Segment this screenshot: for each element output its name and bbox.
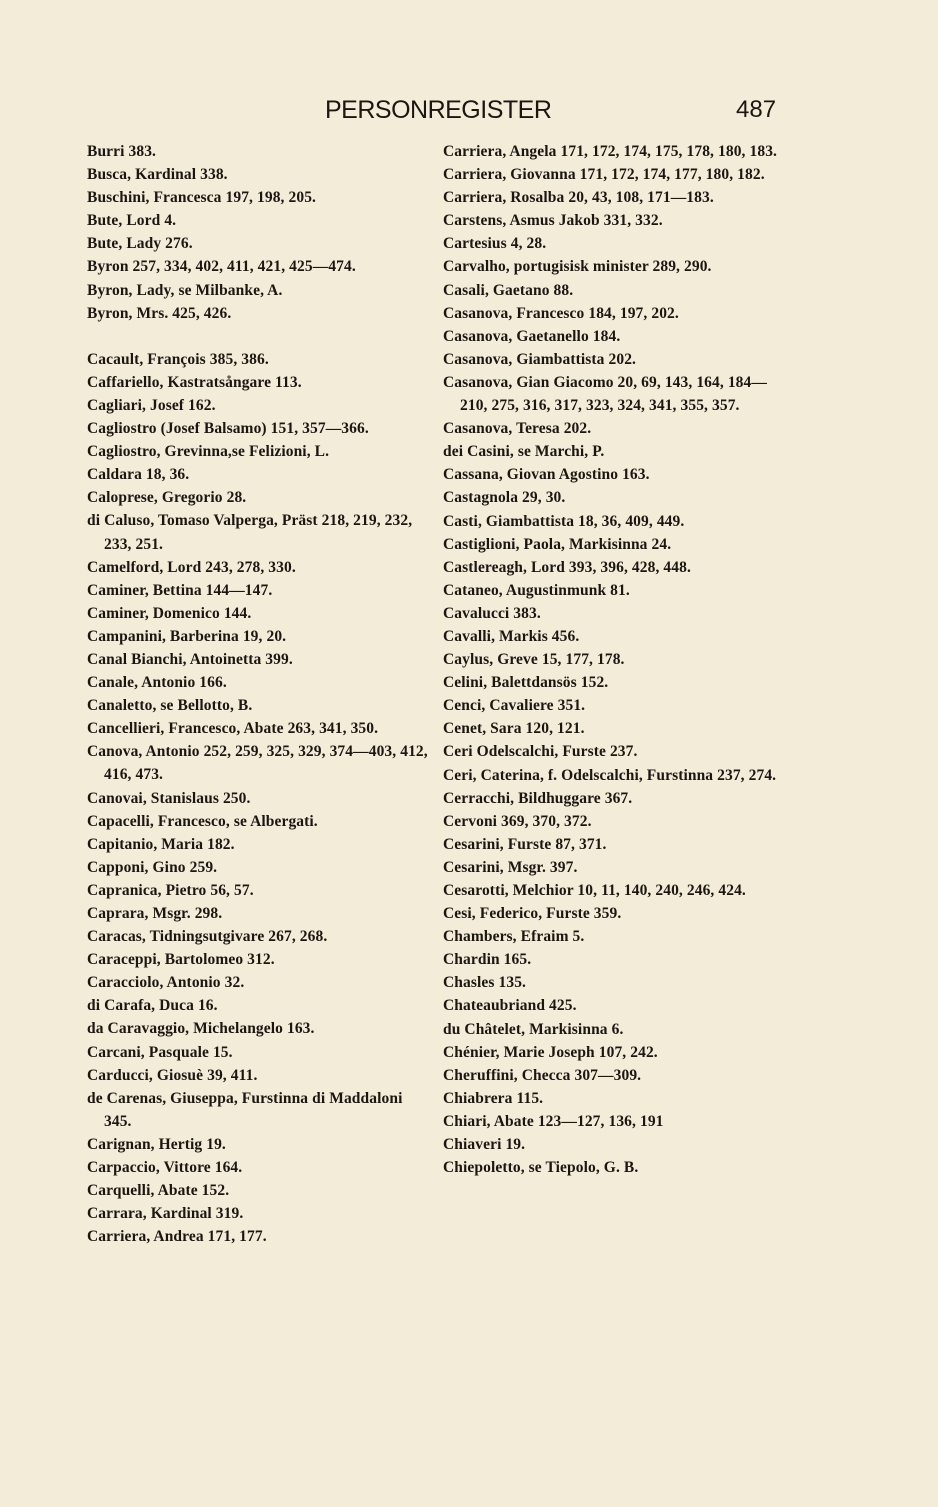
index-entry: Chambers, Efraim 5. <box>443 928 585 946</box>
index-entry: Cervoni 369, 370, 372. <box>443 812 592 830</box>
index-entry: Cesarini, Furste 87, 371. <box>443 835 607 853</box>
index-entry: Caylus, Greve 15, 177, 178. <box>443 651 625 669</box>
index-entry: Caraceppi, Bartolomeo 312. <box>87 951 275 969</box>
index-entry: Celini, Balettdansös 152. <box>443 674 609 692</box>
index-entry: Casali, Gaetano 88. <box>443 281 574 299</box>
page-number: 487 <box>736 96 777 123</box>
index-entry: Casanova, Teresa 202. <box>443 420 592 438</box>
index-entry: Caminer, Domenico 144. <box>87 604 252 622</box>
index-entry: Chiaveri 19. <box>443 1136 526 1154</box>
index-entry: Buschini, Francesca 197, 198, 205. <box>87 189 317 207</box>
index-entry: Canale, Antonio 166. <box>87 674 227 692</box>
index-entry: Cavalli, Markis 456. <box>443 627 580 645</box>
index-entry: Ceri, Caterina, f. Odelscalchi, Furstinna 237, 274. <box>443 766 777 784</box>
index-entry: Casanova, Giambattista 202. <box>443 350 637 368</box>
index-entry: Cataneo, Augustinmunk 81. <box>443 581 630 599</box>
index-entry: du Châtelet, Markisinna 6. <box>443 1020 624 1038</box>
index-entry: Canal Bianchi, Antoinetta 399. <box>87 650 293 668</box>
index-entry: Carriera, Rosalba 20, 43, 108, 171—183. <box>443 189 714 207</box>
index-entry: Carducci, Giosuè 39, 411. <box>87 1066 258 1084</box>
index-entry: Capitanio, Maria 182. <box>87 835 235 853</box>
index-column-right <box>443 140 788 1179</box>
index-entry: Byron 257, 334, 402, 411, 421, 425—474. <box>87 258 356 276</box>
index-entry: Carignan, Hertig 19. <box>87 1135 226 1153</box>
index-entry: Chasles 135. <box>443 974 527 992</box>
index-entry: Bute, Lady 276. <box>87 235 193 253</box>
index-entry: Caminer, Bettina 144—147. <box>87 581 273 599</box>
index-entry: Castagnola 29, 30. <box>443 489 566 507</box>
index-entry: Chateaubriand 425. <box>443 997 577 1015</box>
index-entry: Burri 383. <box>87 143 157 160</box>
index-entry: Byron, Mrs. 425, 426. <box>87 304 232 322</box>
index-entry: Carpaccio, Vittore 164. <box>87 1159 243 1177</box>
index-entry: Cavalucci 383. <box>443 604 541 622</box>
index-entry: Casti, Giambattista 18, 36, 409, 449. <box>443 512 685 530</box>
index-entry: Chiepoletto, se Tiepolo, G. B. <box>443 1159 639 1177</box>
index-entry: Cagliari, Josef 162. <box>87 396 216 414</box>
index-entry: de Carenas, Giuseppa, Furstinna di Maddaloni 345. <box>87 1089 403 1130</box>
index-entry: Caffariello, Kastratsångare 113. <box>87 373 302 391</box>
index-entry: Castiglioni, Paola, Markisinna 24. <box>443 535 672 553</box>
index-entry: Capponi, Gino 259. <box>87 858 218 876</box>
index-column-left <box>87 140 432 1248</box>
running-head <box>0 96 938 130</box>
index-entry: Cacault, François 385, 386. <box>87 350 269 368</box>
index-entry: Chiabrera 115. <box>443 1089 544 1107</box>
index-entry: Cerracchi, Bildhuggare 367. <box>443 789 633 807</box>
index-entry: Ceri Odelscalchi, Furste 237. <box>443 743 638 761</box>
index-entry: Caracciolo, Antonio 32. <box>87 974 245 992</box>
index-entry: Carcani, Pasquale 15. <box>87 1043 233 1061</box>
index-entry: Carrara, Kardinal 319. <box>87 1205 244 1223</box>
index-entry: di Carafa, Duca 16. <box>87 997 218 1015</box>
index-entry: Chardin 165. <box>443 951 532 969</box>
index-entry: Cancellieri, Francesco, Abate 263, 341, 350. <box>87 720 379 738</box>
index-entry: dei Casini, se Marchi, P. <box>443 443 605 461</box>
index-entry: Carriera, Angela 171, 172, 174, 175, 178, 180, 183. <box>443 143 778 160</box>
index-entry: Busca, Kardinal 338. <box>87 166 228 184</box>
index-entry: Canaletto, se Bellotto, B. <box>87 697 253 715</box>
index-entry: Casanova, Francesco 184, 197, 202. <box>443 304 679 322</box>
index-entry: Caracas, Tidningsutgivare 267, 268. <box>87 928 328 946</box>
index-entry: Canovai, Stanislaus 250. <box>87 789 251 807</box>
index-entry: Canova, Antonio 252, 259, 325, 329, 374—403, 412, 416, 473. <box>87 743 428 784</box>
index-entry: Capacelli, Francesco, se Albergati. <box>87 812 318 830</box>
index-entry: Cagliostro (Josef Balsamo) 151, 357—366. <box>87 420 369 438</box>
index-entry: Cesi, Federico, Furste 359. <box>443 905 622 923</box>
index-entry: Chénier, Marie Joseph 107, 242. <box>443 1043 658 1061</box>
index-entry: Cartesius 4, 28. <box>443 235 547 253</box>
index-entry: Capranica, Pietro 56, 57. <box>87 881 254 899</box>
index-entry: Caprara, Msgr. 298. <box>87 905 223 922</box>
index-entry: Cesarini, Msgr. 397. <box>443 858 578 876</box>
index-entry: Campanini, Barberina 19, 20. <box>87 627 287 645</box>
index-entry: Cenci, Cavaliere 351. <box>443 697 586 715</box>
index-entry: Chiari, Abate 123—127, 136, 191 <box>443 1112 664 1130</box>
index-entry: Cagliostro, Grevinna,se Felizioni, L. <box>87 443 330 461</box>
index-entry: Cesarotti, Melchior 10, 11, 140, 240, 246, 424. <box>443 882 746 899</box>
index-entry: Carquelli, Abate 152. <box>87 1182 230 1200</box>
index-entry: Caloprese, Gregorio 28. <box>87 489 247 507</box>
index-entry: Castlereagh, Lord 393, 396, 428, 448. <box>443 558 691 576</box>
index-entry: Carstens, Asmus Jakob 331, 332. <box>443 212 663 230</box>
index-entry: Casanova, Gian Giacomo 20, 69, 143, 164, 184—210, 275, 316, 317, 323, 324, 341, 355, 357. <box>443 373 767 415</box>
index-entry: Carvalho, portugisisk minister 289, 290. <box>443 258 712 276</box>
section-gap <box>87 325 432 348</box>
index-entry: di Caluso, Tomaso Valperga, Präst 218, 219, 232, 233, 251. <box>87 512 413 553</box>
index-entry: Camelford, Lord 243, 278, 330. <box>87 558 296 576</box>
page-title: PERSONREGISTER <box>325 96 552 124</box>
index-entry: Byron, Lady, se Milbanke, A. <box>87 281 283 299</box>
index-entry: Cassana, Giovan Agostino 163. <box>443 466 650 484</box>
index-entry: Carriera, Andrea 171, 177. <box>87 1228 267 1246</box>
index-entry: Bute, Lord 4. <box>87 212 177 230</box>
index-entry: Casanova, Gaetanello 184. <box>443 327 621 345</box>
index-entry: Cenet, Sara 120, 121. <box>443 720 585 738</box>
index-entry: Carriera, Giovanna 171, 172, 174, 177, 180, 182. <box>443 166 765 184</box>
index-entry: da Caravaggio, Michelangelo 163. <box>87 1020 315 1038</box>
index-entry: Caldara 18, 36. <box>87 466 190 484</box>
index-entry: Cheruffini, Checca 307—309. <box>443 1066 642 1084</box>
